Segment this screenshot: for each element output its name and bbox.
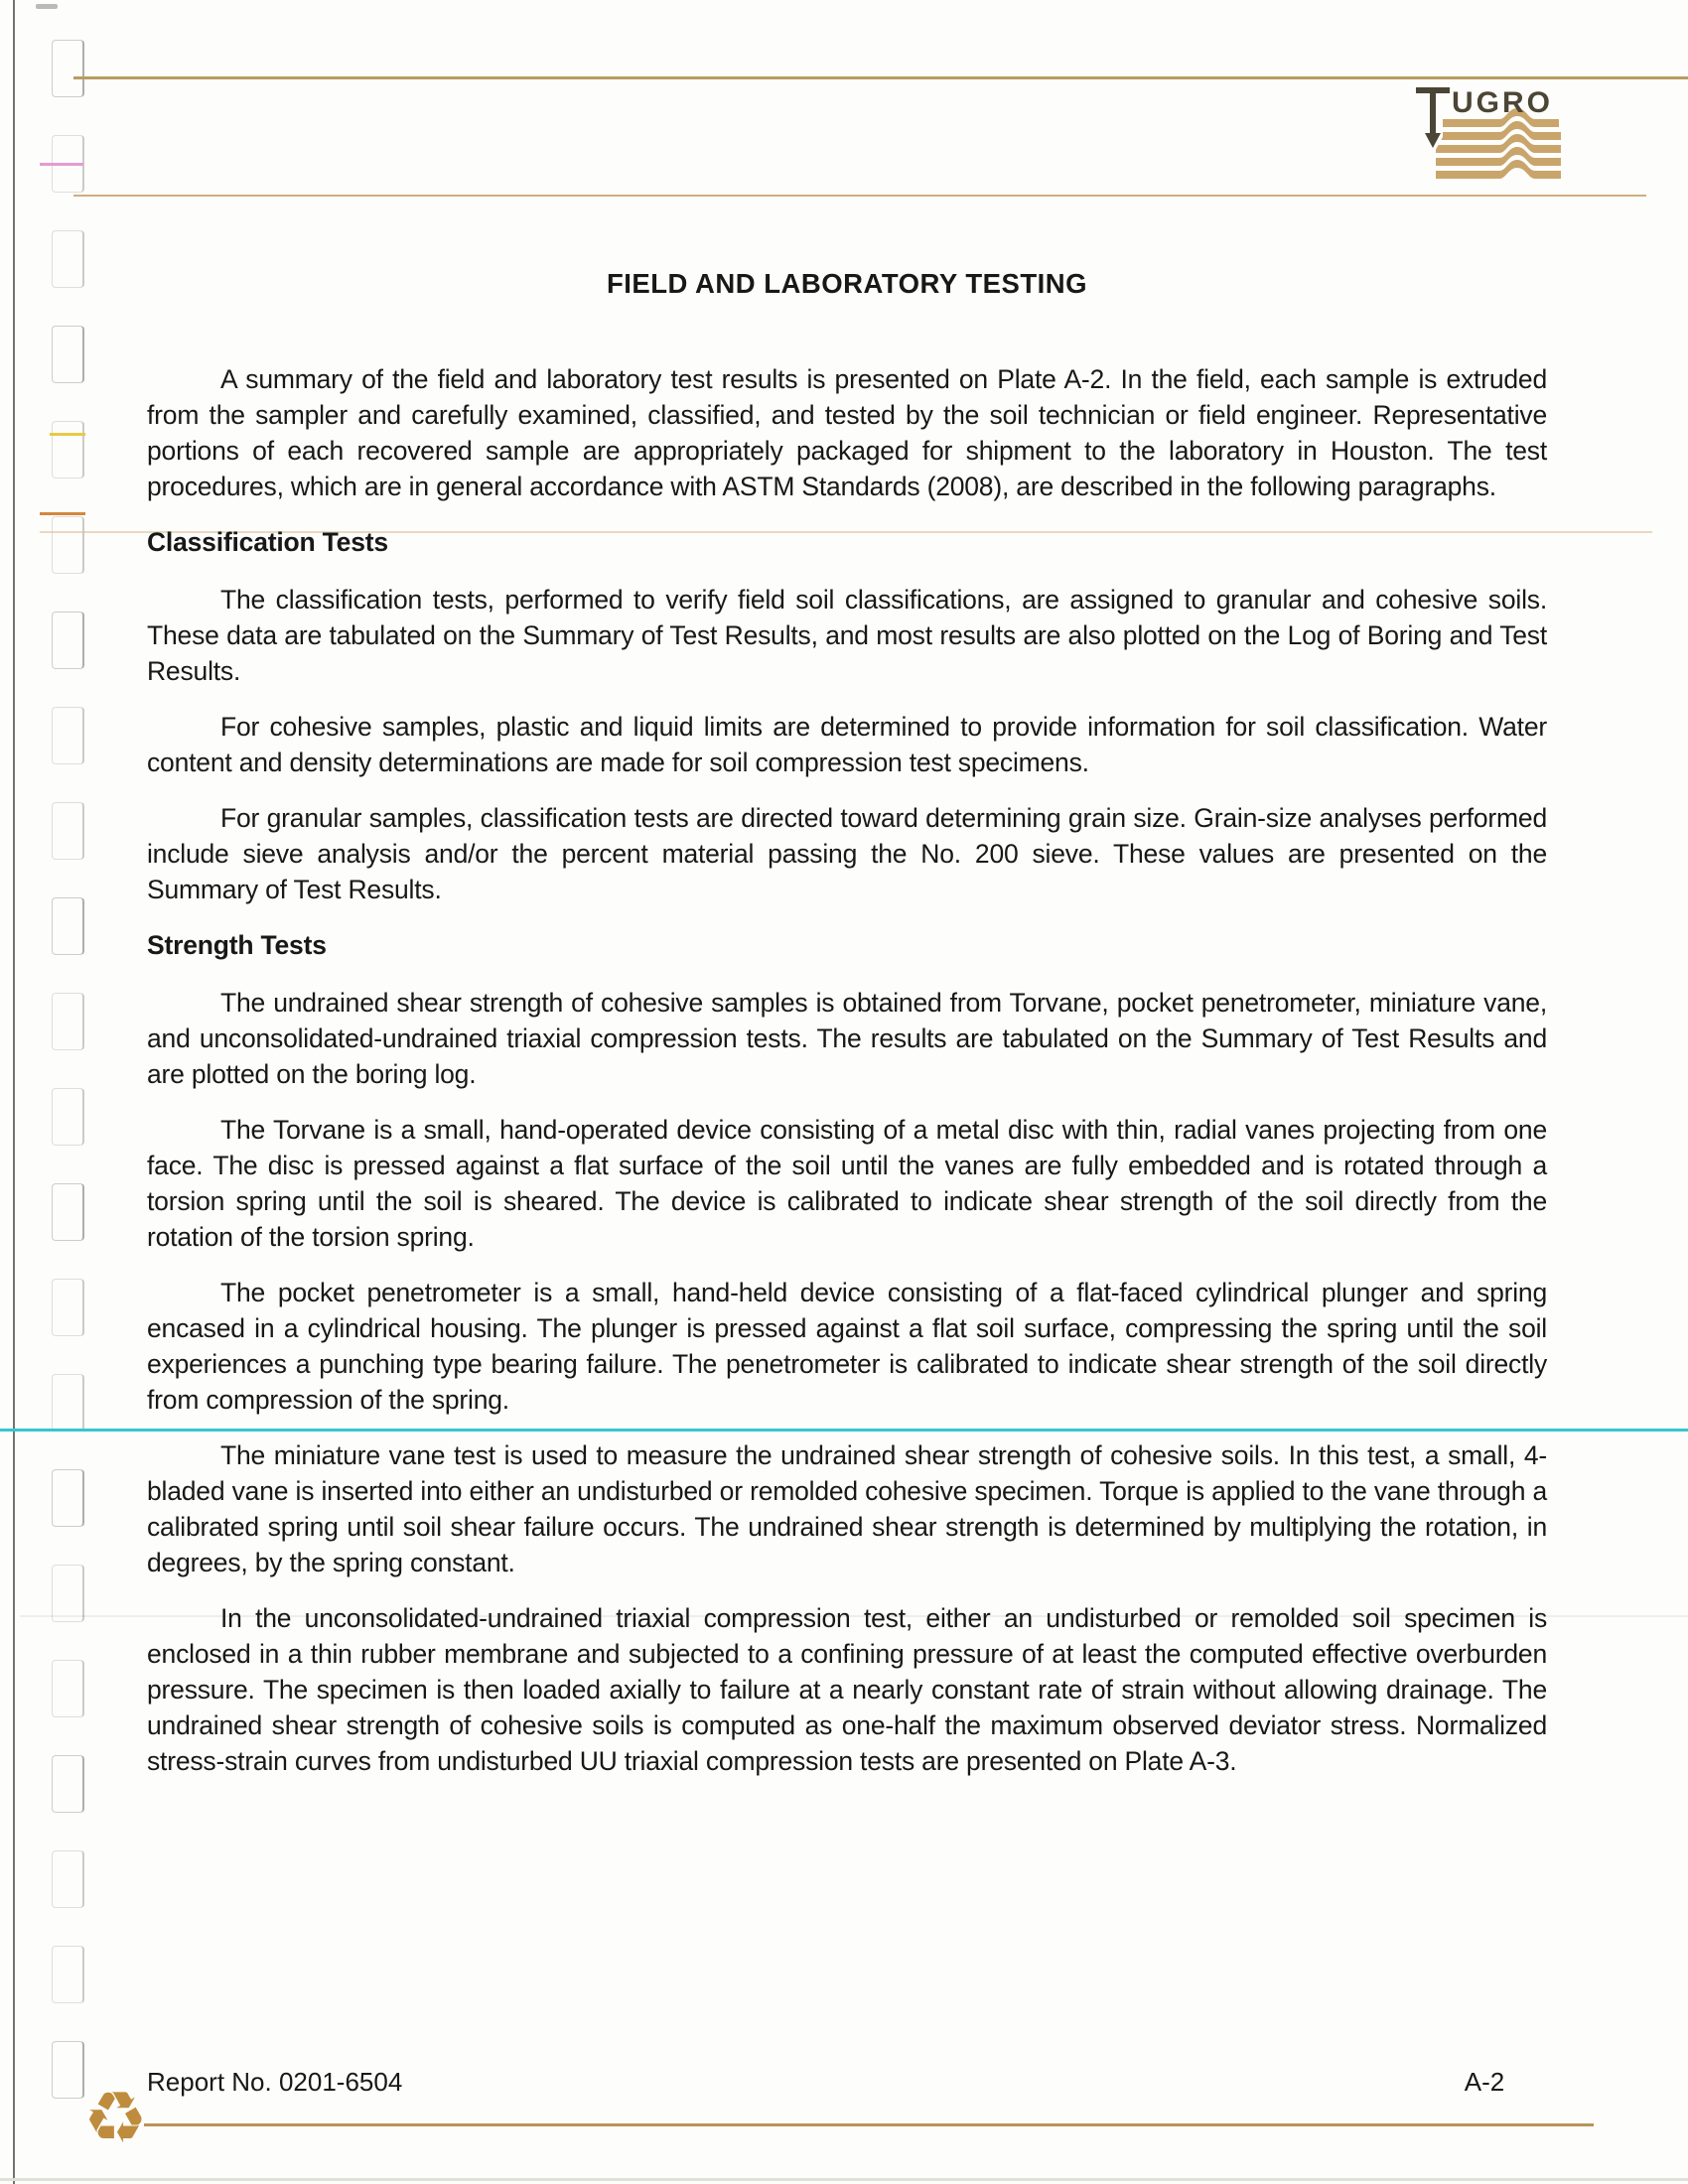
paragraph-miniature-vane: The miniature vane test is used to measure the undrained shear strength of cohesive soils. In this test, a small, 4-bladed vane is inserted into either an undisturbed or remolded cohesive specimen. Torque is applied to the vane through a calibrated spring until soil shear failure occurs. The undrained shear strength is determined by multiplying the rotation, in degrees, by the spring constant. [147, 1440, 1547, 1577]
scan-orange-line [40, 512, 85, 515]
page-title: FIELD AND LABORATORY TESTING [606, 268, 1088, 299]
page-number: A-2 [1464, 2067, 1505, 2097]
scan-pink-line [40, 163, 83, 166]
binder-hole-mark [52, 40, 84, 97]
page-edge-line [13, 0, 15, 2184]
paragraph-pocket-penetrometer: The pocket penetrometer is a small, hand-held device consisting of a flat-faced cylindrical plunger and spring encased in a cylindrical housing. The plunger is pressed against a flat soil surface, compressing the spring until the soil experiences a punching type bearing failure. The penetrometer is calibrated to indicate shear strength of the soil directly from compression of the spring. [147, 1278, 1547, 1415]
binder-hole-mark [52, 1469, 84, 1527]
report-number: Report No. 0201-6504 [147, 2067, 403, 2097]
binder-hole-mark [52, 1565, 84, 1622]
recycle-icon: ♻ [83, 2079, 148, 2158]
binder-hole-mark [52, 2041, 84, 2099]
binder-hole-mark [52, 516, 84, 574]
binder-hole-mark [52, 326, 84, 383]
heading-strength-tests: Strength Tests [147, 930, 327, 960]
footer-rule [144, 2123, 1594, 2126]
binder-hole-mark [52, 1374, 84, 1432]
binder-hole-mark [52, 612, 84, 669]
binder-hole-mark [52, 1279, 84, 1336]
paragraph-granular-samples: For granular samples, classification tests are directed toward determining grain size. Grain-size analyses performed include sieve analysis and/or the percent material passing the No. 200 sieve. These values are presented on the Summary of Test Results. [147, 803, 1547, 904]
paragraph-cohesive-samples: For cohesive samples, plastic and liquid limits are determined to provide information for soil classification. Water content and density determinations are made for soil compression test specimens. [147, 712, 1547, 777]
fugro-logo-text: UGRO [1452, 86, 1553, 119]
fugro-logo [1410, 79, 1569, 189]
document-body [147, 266, 1547, 1799]
header-rule-bottom [73, 195, 1646, 197]
paragraph-torvane: The Torvane is a small, hand-operated device consisting of a metal disc with thin, radial vanes projecting from one face. The disc is pressed against a flat surface of the soil until the vanes are fully embedded and is rotated through a torsion spring until the soil is sheared. The device is calibrated to indicate shear strength of the soil directly from the rotation of the torsion spring. [147, 1115, 1547, 1252]
binder-hole-mark [52, 1660, 84, 1717]
binder-hole-mark [52, 1946, 84, 2003]
fugro-logo-stem [1430, 87, 1436, 133]
scan-yellow-line [50, 433, 85, 436]
bottom-scan-line [0, 2178, 1688, 2181]
binder-hole-mark [52, 1088, 84, 1146]
binder-hole-mark [52, 1850, 84, 1908]
binder-hole-mark [52, 802, 84, 860]
paragraph-classification: The classification tests, performed to verify field soil classifications, are assigned to granular and cohesive soils. These data are tabulated on the Summary of Test Results, and most results are also plotted on the Log of Boring and Test Results. [147, 585, 1547, 686]
binder-hole-mark [52, 993, 84, 1050]
binder-hole-mark [52, 897, 84, 955]
binder-hole-mark [52, 421, 84, 478]
heading-classification-tests: Classification Tests [147, 527, 388, 557]
binder-hole-mark [52, 1183, 84, 1241]
binder-hole-mark [52, 1755, 84, 1813]
paragraph-uu-triaxial: In the unconsolidated-undrained triaxial compression test, either an undisturbed or remolded soil specimen is enclosed in a thin rubber membrane and subjected to a confining pressure of at least the computed effective overburden pressure. The specimen is then loaded axially to failure at a nearly constant rate of strain without allowing drainage. The undrained shear strength of cohesive soils is computed as one-half the maximum observed deviator stress. Normalized stress-strain curves from undisturbed UU triaxial compression tests are presented on Plate A-3. [147, 1603, 1547, 1776]
paragraph-summary: A summary of the field and laboratory test results is presented on Plate A-2. In the field, each sample is extruded from the sampler and carefully examined, classified, and tested by the soil technician or field engineer. Representative portions of each recovered sample are appropriately packaged for shipment to the laboratory in Houston. The test procedures, which are in general accordance with ASTM Standards (2008), are described in the following paragraphs. [147, 364, 1547, 501]
binder-hole-mark [52, 230, 84, 288]
paragraph-undrained-shear: The undrained shear strength of cohesive samples is obtained from Torvane, pocket penetrometer, miniature vane, and unconsolidated-undrained triaxial compression tests. The results are tabulated on the Summary of Test Results and are plotted on the boring log. [147, 988, 1547, 1089]
binder-hole-mark [52, 707, 84, 764]
scan-corner-mark [36, 4, 58, 9]
